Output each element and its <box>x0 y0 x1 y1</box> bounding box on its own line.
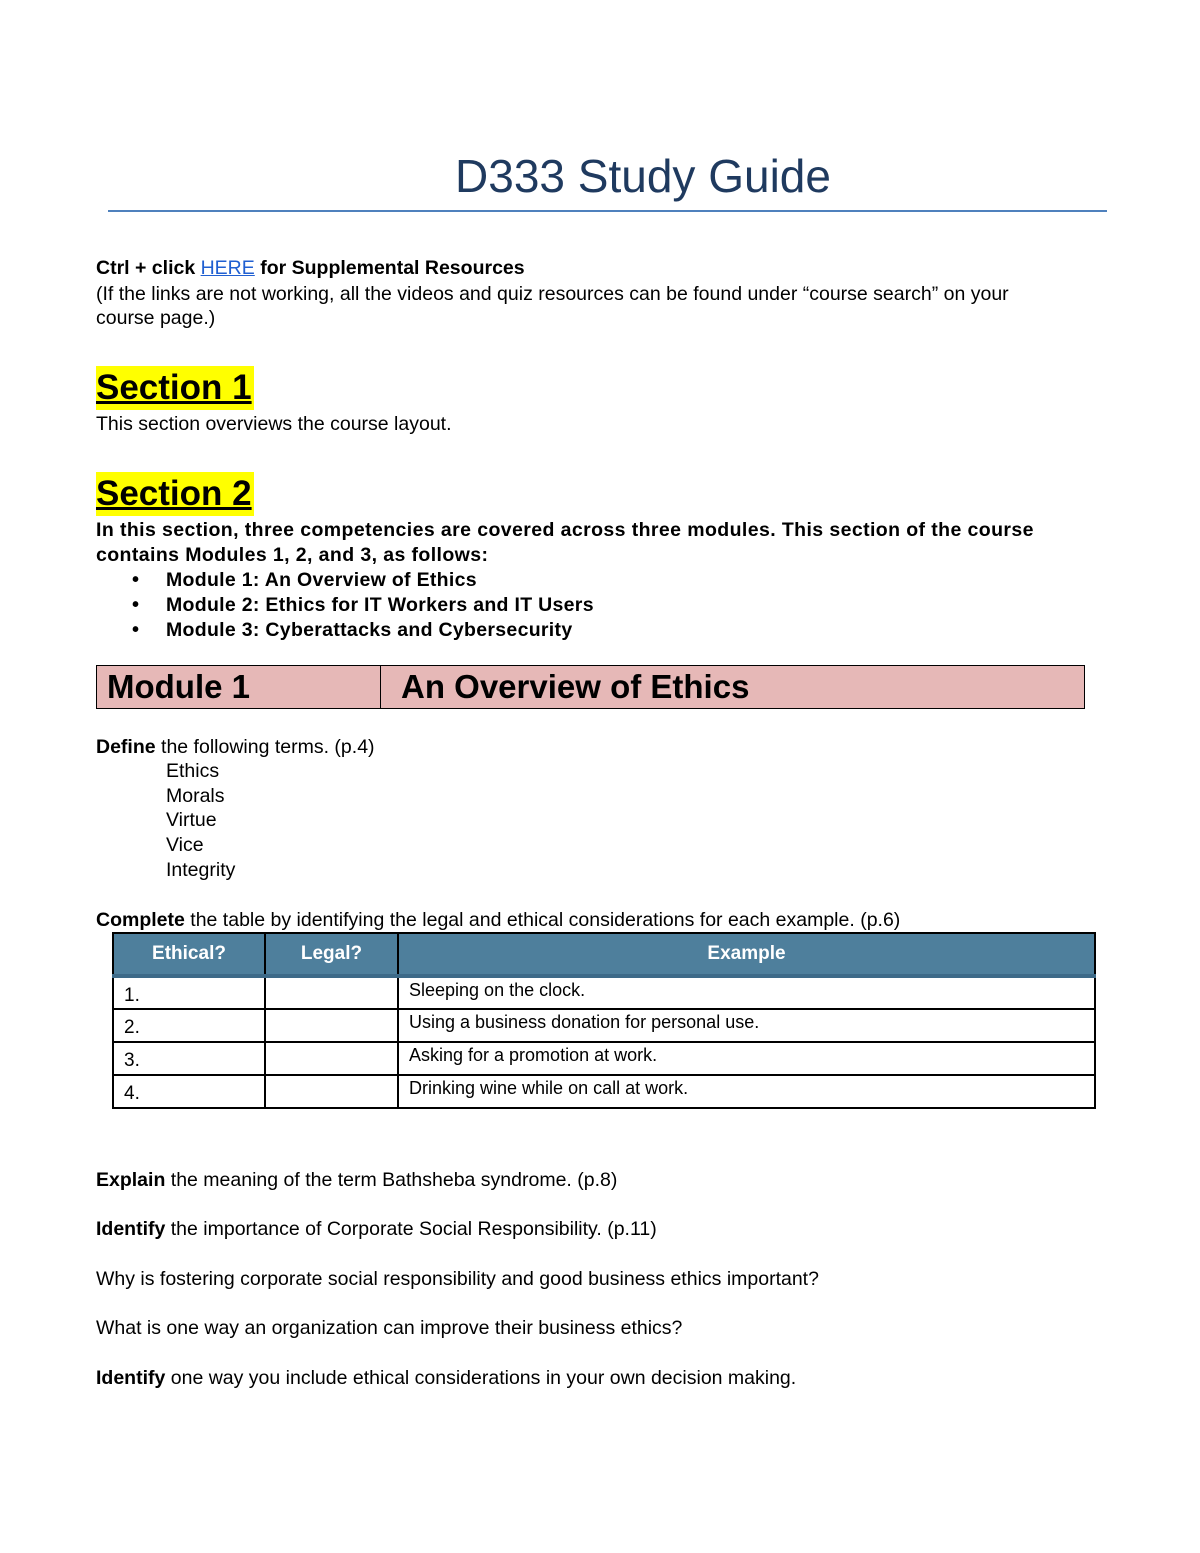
ethical-cell[interactable]: 1. <box>113 976 265 1009</box>
ethical-cell[interactable]: 2. <box>113 1009 265 1042</box>
ctrl-click-prefix: Ctrl + click <box>96 257 201 279</box>
page-title: D333 Study Guide <box>455 150 831 202</box>
explain-rest: the meaning of the term Bathsheba syndrome. (p.8) <box>165 1169 618 1191</box>
title-underline-rule <box>108 210 1107 212</box>
legal-cell[interactable] <box>265 976 398 1009</box>
define-rest: the following terms. (p.4) <box>155 736 375 758</box>
improve-ethics-question: What is one way an organization can improve their business ethics? <box>96 1317 683 1339</box>
term-item: Virtue <box>166 809 217 831</box>
identify-rest: one way you include ethical considerations in your own decision making. <box>165 1367 797 1389</box>
module-list-item: • Module 2: Ethics for IT Workers and IT Users <box>96 593 594 618</box>
define-verb: Define <box>96 736 156 758</box>
section2-text-line2: contains Modules 1, 2, and 3, as follows: <box>96 544 489 566</box>
ethical-cell[interactable]: 4. <box>113 1075 265 1108</box>
header-example: Example <box>398 933 1095 976</box>
ethics-legal-table <box>112 932 1096 1109</box>
table-row <box>113 976 1095 1009</box>
term-item: Integrity <box>166 859 236 881</box>
supplemental-resources-line <box>96 256 525 281</box>
example-cell: Drinking wine while on call at work. <box>398 1075 1095 1108</box>
supplemental-resources-link[interactable]: HERE <box>200 257 255 279</box>
complete-verb: Complete <box>96 909 185 931</box>
define-instruction <box>96 735 375 760</box>
module-list-item: • Module 3: Cyberattacks and Cybersecurity <box>96 618 594 643</box>
identify-rest: the importance of Corporate Social Responsibility. (p.11) <box>165 1218 657 1240</box>
section2-text-line1: In this section, three competencies are covered across three modules. This section of the course <box>96 519 1034 541</box>
module1-title: An Overview of Ethics <box>401 668 750 705</box>
section2-heading: Section 2 <box>96 472 254 516</box>
explain-verb: Explain <box>96 1169 166 1191</box>
header-ethical: Ethical? <box>113 933 265 976</box>
table-header-row <box>113 933 1095 976</box>
identify-decision-prompt <box>96 1366 796 1391</box>
section1-text: This section overviews the course layout. <box>96 413 452 435</box>
table-row <box>113 1009 1095 1042</box>
links-note-line1: (If the links are not working, all the videos and quiz resources can be found under “course search” on your <box>96 283 1009 305</box>
table-row <box>113 1075 1095 1108</box>
term-item: Ethics <box>166 760 220 782</box>
explain-prompt <box>96 1168 617 1193</box>
term-item: Morals <box>166 785 225 807</box>
legal-cell[interactable] <box>265 1009 398 1042</box>
module1-label: Module 1 <box>97 666 381 708</box>
module1-banner <box>96 665 1085 709</box>
header-legal: Legal? <box>265 933 398 976</box>
table-row <box>113 1042 1095 1075</box>
links-note-line2: course page.) <box>96 307 216 329</box>
example-cell: Asking for a promotion at work. <box>398 1042 1095 1075</box>
complete-rest: the table by identifying the legal and ethical considerations for each example. (p.6) <box>184 909 901 931</box>
complete-instruction <box>96 908 900 933</box>
ethical-cell[interactable]: 3. <box>113 1042 265 1075</box>
legal-cell[interactable] <box>265 1075 398 1108</box>
identify-csr-prompt <box>96 1217 657 1242</box>
module-list-item: • Module 1: An Overview of Ethics <box>96 568 594 593</box>
legal-cell[interactable] <box>265 1042 398 1075</box>
module-list <box>96 568 594 643</box>
section1-heading: Section 1 <box>96 366 254 410</box>
csr-importance-question: Why is fostering corporate social responsibility and good business ethics important? <box>96 1268 819 1290</box>
example-cell: Using a business donation for personal use. <box>398 1009 1095 1042</box>
identify-verb: Identify <box>96 1218 166 1240</box>
identify-verb: Identify <box>96 1367 166 1389</box>
supplemental-resources-suffix: for Supplemental Resources <box>254 257 525 279</box>
term-item: Vice <box>166 834 204 856</box>
example-cell: Sleeping on the clock. <box>398 976 1095 1009</box>
